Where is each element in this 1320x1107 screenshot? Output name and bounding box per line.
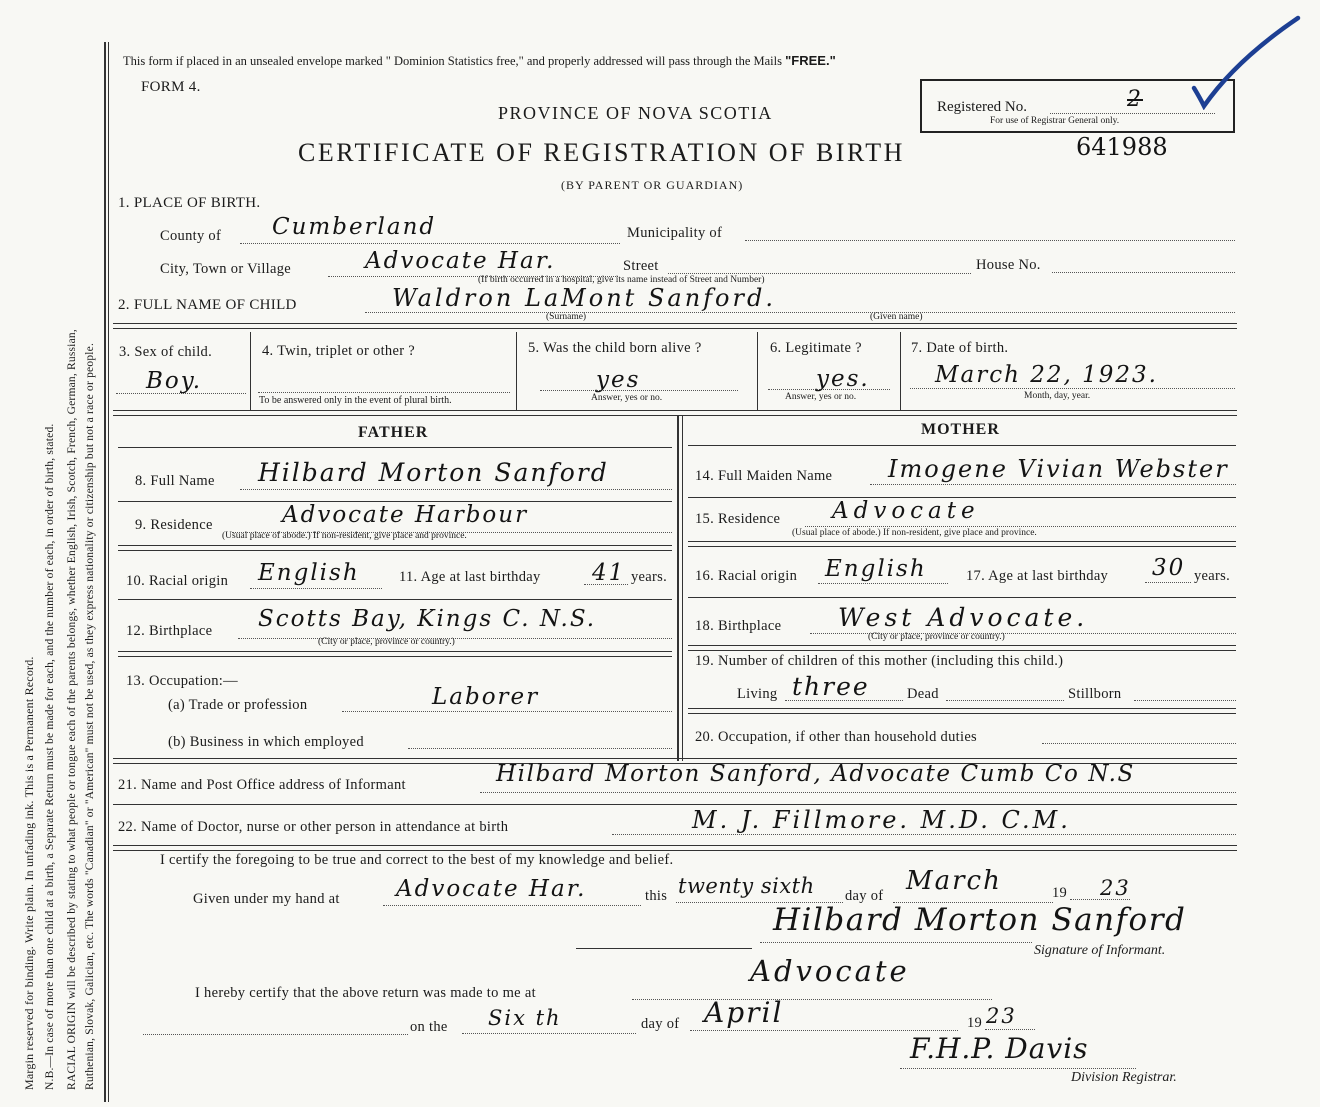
dob-label: 7. Date of birth. [911,340,1009,356]
margin-note-racial-origin-cont: Ruthenian, Slovak, Galician, etc. The words "Canadian" or "American" must not be used, as they express nationality or citizenship but not a race or people. [84,342,96,1090]
legitimate-note: Answer, yes or no. [785,392,857,402]
father-birthplace-value: Scotts Bay, Kings C. N.S. [258,606,597,632]
given-month-value: March [906,866,1002,896]
registrar-statement: I hereby certify that the above return was made to me at [195,985,536,1001]
given-year-prefix: 19 [1052,885,1068,901]
parents-divider [677,416,683,761]
given-under-label: Given under my hand at [193,891,340,907]
father-name-label: 8. Full Name [135,473,215,489]
twin-note: To be answered only in the event of plural birth. [259,395,452,406]
mother-name-value: Imogene Vivian Webster [888,455,1229,483]
registrar-year-value: 23 [986,1004,1017,1028]
dob-note: Month, day, year. [1024,391,1091,401]
registrar-signature: F.H.P. Davis [910,1032,1089,1065]
given-year-value: 23 [1100,876,1131,900]
registrar-month-value: April [704,996,784,1029]
certificate-title: CERTIFICATE OF REGISTRATION OF BIRTH [298,138,905,167]
registrar-only-note: For use of Registrar General only. [990,116,1120,126]
father-name-value: Hilbard Morton Sanford [258,458,609,487]
margin-note-racial-origin: RACIAL ORIGIN will be described by stating to what people or tongue each of the parents belongs, whether English, Irish, Scotch, French, German, Russian, [66,329,78,1090]
living-value: three [792,672,870,701]
mother-birthplace-value: West Advocate. [838,603,1089,632]
father-birthplace-note: (City or place, province or country.) [318,637,455,647]
father-residence-label: 9. Residence [135,517,213,533]
mother-age-value: 30 [1152,555,1186,581]
mother-birthplace-label: 18. Birthplace [695,618,782,634]
certificate-subtitle: (BY PARENT OR GUARDIAN) [561,178,744,192]
legitimate-label: 6. Legitimate ? [770,340,862,356]
occupation-label: 13. Occupation:— [126,673,238,689]
informant-label: 21. Name and Post Office address of Informant [118,777,406,793]
registrar-place-value: Advocate [750,954,910,988]
father-residence-note: (Usual place of abode.) If non-resident, give place and province. [222,531,467,541]
twin-label: 4. Twin, triplet or other ? [262,343,415,359]
mother-age-label: 17. Age at last birthday [966,568,1109,584]
informant-signature: Hilbard Morton Sanford [773,902,1187,938]
registrar-caption: Division Registrar. [1071,1070,1177,1085]
father-age-value: 41 [592,560,626,586]
hospital-note: (If birth occurred in a hospital, give its name instead of Street and Number) [478,275,765,285]
alive-value: yes [596,367,641,393]
doctor-label: 22. Name of Doctor, nurse or other person in attendance at birth [118,819,509,835]
city-label: City, Town or Village [160,261,292,277]
sex-value: Boy. [146,368,202,394]
trade-value: Laborer [432,684,540,710]
dob-value: March 22, 1923. [935,362,1158,388]
mother-name-label: 14. Full Maiden Name [695,468,833,484]
given-place-value: Advocate Har. [396,876,587,902]
registered-label: Registered No. [937,99,1027,115]
given-name-note: (Given name) [870,312,923,322]
check-mark-icon [1186,10,1306,110]
mother-race-value: English [825,556,927,582]
on-the-label: on the [410,1019,448,1035]
sex-label: 3. Sex of child. [119,344,212,360]
registrar-year-prefix: 19 [967,1015,983,1031]
margin-note-binding: Margin reserved for binding. Write plain. In unfading ink. This is a Permanent Record. [22,656,36,1090]
informant-signature-caption: Signature of Informant. [1034,943,1166,958]
registrar-day-of-label: day of [641,1016,680,1032]
form-number: FORM 4. [141,79,201,95]
doctor-value: M. J. Fillmore. M.D. C.M. [692,806,1071,834]
county-label: County of [160,228,222,244]
mother-residence-label: 15. Residence [695,511,781,527]
city-value: Advocate Har. [365,248,556,274]
father-birthplace-label: 12. Birthplace [126,623,213,639]
given-day-of-label: day of [845,888,884,904]
father-age-label: 11. Age at last birthday [399,569,541,585]
mail-notice: This form if placed in an unsealed envelope marked " Dominion Statistics free," and properly addressed will pass through the Mails "FREE." [123,53,836,68]
margin-note-separate-return: N.B.—In case of more than one child at a birth, a Separate Return must be made for each, and the number of each, in order of birth, stated. [44,423,56,1090]
father-age-years: years. [631,569,668,585]
mother-occupation-label: 20. Occupation, if other than household duties [695,729,977,745]
mother-heading: MOTHER [921,421,1000,438]
section-rule-2 [113,410,1237,416]
county-value: Cumberland [272,214,437,240]
given-day-value: twenty sixth [678,874,815,898]
mother-residence-note: (Usual place of abode.) If non-resident, give place and province. [792,528,1037,538]
mother-residence-value: Advocate [832,498,980,524]
margin-rule [104,42,106,1102]
father-race-value: English [258,560,360,586]
father-race-label: 10. Racial origin [126,573,229,589]
informant-value: Hilbard Morton Sanford, Advocate Cumb Co N.S [496,761,1135,787]
street-label: Street [623,258,659,274]
children-count-label: 19. Number of children of this mother (including this child.) [695,653,1064,669]
place-of-birth-heading: 1. PLACE OF BIRTH. [118,195,261,211]
child-name-label: 2. FULL NAME OF CHILD [118,297,297,313]
business-label: (b) Business in which employed [168,734,364,750]
mother-age-years: years. [1194,568,1231,584]
this-label: this [645,888,668,904]
section-rule [113,323,1237,329]
mother-race-label: 16. Racial origin [695,568,798,584]
living-label: Living [737,686,778,702]
margin-rule-inner [108,42,109,1102]
certify-statement: I certify the foregoing to be true and correct to the best of my knowledge and belief. [160,852,674,868]
father-residence-value: Advocate Harbour [282,502,529,528]
father-heading: FATHER [358,424,429,441]
trade-label: (a) Trade or profession [168,697,308,713]
alive-note: Answer, yes or no. [591,393,663,403]
child-name-value: Waldron LaMont Sanford. [392,284,776,312]
registrar-day-value: Six th [488,1006,562,1030]
surname-note: (Surname) [546,312,587,322]
certificate-number: 641988 [1076,133,1168,161]
mother-birthplace-note: (City or place, province or country.) [868,632,1005,642]
legitimate-value: yes. [816,366,870,392]
alive-label: 5. Was the child born alive ? [528,340,702,356]
registered-value: 2 [1127,87,1143,112]
municipality-label: Municipality of [627,225,723,241]
province-heading: PROVINCE OF NOVA SCOTIA [498,103,773,123]
stillborn-label: Stillborn [1068,686,1122,702]
dead-label: Dead [907,686,939,702]
house-number-label: House No. [976,257,1041,273]
